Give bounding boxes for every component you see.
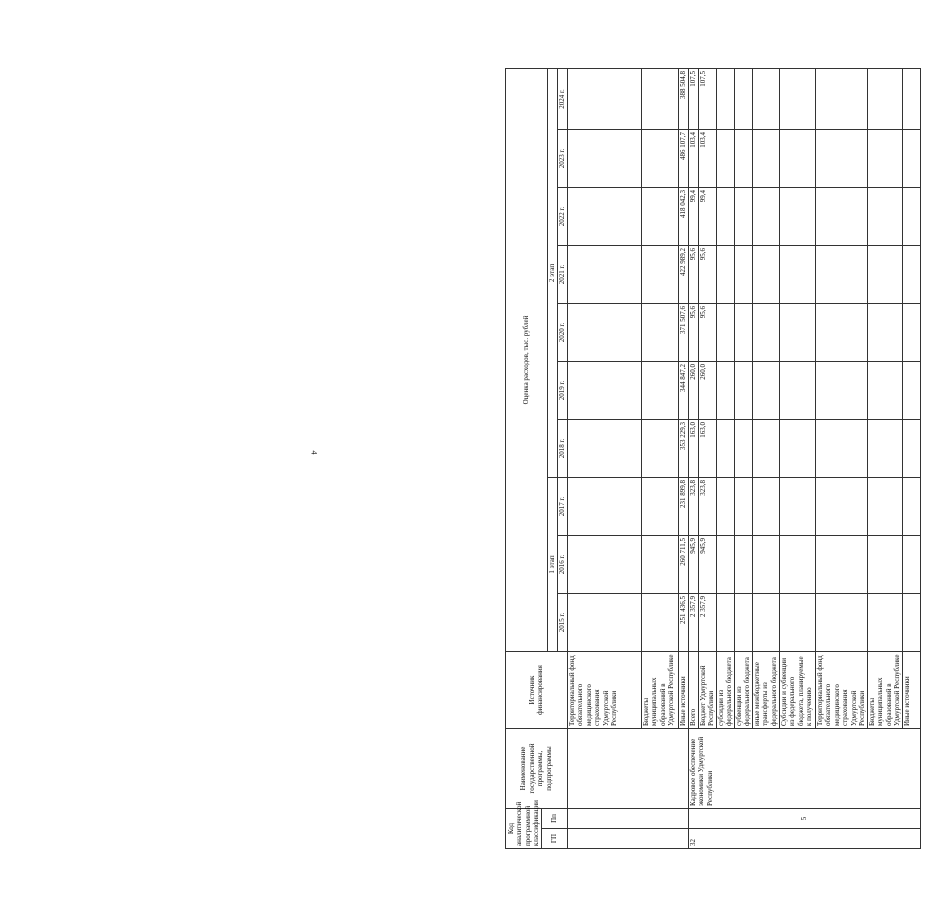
value-cell [902,130,920,188]
value-cell [641,594,678,652]
header-gp: ГП [542,829,568,849]
budget-table [505,68,921,849]
value-cell [779,594,815,652]
source-cell: иные межбюджетные трансферты из федерального бюджета [752,652,779,729]
source-cell: Территориальный фонд обязательного медицинского страхования Удмуртской Республики [815,652,867,729]
gp-cell: 32 [688,829,920,849]
value-cell [641,246,678,304]
value-cell [779,478,815,536]
value-cell [815,188,867,246]
source-cell: субвенции из федерального бюджета [734,652,752,729]
subprogram-name: Кадровое обеспечение экономики Удмуртской Республики [688,729,920,809]
source-cell: Субсидии и субвенции из федерального бюджета, планируемые к получению [779,652,815,729]
table-row [567,69,641,849]
header-source: Источник финансирования [506,652,568,729]
value-cell [567,304,641,362]
value-cell [815,246,867,304]
value-cell [752,478,779,536]
value-cell [567,362,641,420]
value-cell: 260,0 [688,362,698,420]
value-cell [641,478,678,536]
value-cell [716,130,734,188]
header-stage-2: 2 этап [548,69,558,478]
value-cell: 2 357,9 [688,594,698,652]
value-cell [752,246,779,304]
value-cell: 260 711,5 [678,536,688,594]
value-cell [734,420,752,478]
value-cell [867,420,902,478]
value-cell [902,246,920,304]
value-cell [734,246,752,304]
value-cell: 945,9 [688,536,698,594]
header-pp: Пп [542,809,568,829]
value-cell [779,246,815,304]
value-cell [752,362,779,420]
value-cell [902,304,920,362]
value-cell: 95,6 [688,246,698,304]
header-year: 2024 г. [557,69,567,130]
value-cell: 107,5 [688,69,698,130]
value-cell [734,362,752,420]
pp-cell [567,809,688,829]
gp-cell [567,829,688,849]
value-cell [815,594,867,652]
value-cell [779,130,815,188]
value-cell [779,536,815,594]
value-cell [902,188,920,246]
value-cell [902,478,920,536]
value-cell: 231 899,8 [678,478,688,536]
source-cell: Иные источники [902,652,920,729]
value-cell [734,536,752,594]
source-cell: Иные источники [678,652,688,729]
value-cell [752,130,779,188]
value-cell [752,536,779,594]
value-cell: 260,0 [698,362,716,420]
value-cell: 486 107,7 [678,130,688,188]
value-cell [752,594,779,652]
value-cell [716,246,734,304]
value-cell [867,130,902,188]
value-cell [815,130,867,188]
value-cell [752,420,779,478]
value-cell [779,69,815,130]
header-row-1 [506,69,542,849]
value-cell: 371 507,6 [678,304,688,362]
value-cell [815,362,867,420]
page-number: 4 [309,450,319,455]
value-cell [734,478,752,536]
value-cell [815,69,867,130]
value-cell [716,304,734,362]
source-cell: Бюджеты муниципальных образований в Удмуртской Республике [641,652,678,729]
value-cell [716,420,734,478]
value-cell [752,69,779,130]
value-cell [867,362,902,420]
value-cell [567,478,641,536]
value-cell: 99,4 [688,188,698,246]
value-cell [867,594,902,652]
value-cell [815,536,867,594]
value-cell [567,594,641,652]
value-cell: 99,4 [698,188,716,246]
value-cell [567,130,641,188]
value-cell [716,362,734,420]
value-cell: 95,6 [698,246,716,304]
header-year: 2022 г. [557,188,567,246]
source-cell: субсидии из федерального бюджета [716,652,734,729]
value-cell [779,304,815,362]
value-cell [902,594,920,652]
source-cell: Всего [688,652,698,729]
value-cell [716,69,734,130]
value-cell: 103,4 [688,130,698,188]
value-cell [567,420,641,478]
value-cell [567,188,641,246]
value-cell [867,188,902,246]
value-cell [779,362,815,420]
header-year: 2018 г. [557,420,567,478]
value-cell: 344 847,2 [678,362,688,420]
pp-cell: 5 [688,809,920,829]
header-year: 2023 г. [557,130,567,188]
header-estimate: Оценка расходов, тыс. рублей [506,69,548,652]
value-cell [641,69,678,130]
value-cell: 103,4 [698,130,716,188]
value-cell [734,130,752,188]
header-year: 2020 г. [557,304,567,362]
rotated-page [505,69,943,849]
value-cell [867,536,902,594]
value-cell [752,304,779,362]
value-cell: 107,5 [698,69,716,130]
value-cell [567,69,641,130]
header-code: Код аналитической программной классификации [506,809,542,849]
value-cell [734,188,752,246]
name-cell [567,729,688,809]
header-name: Наименование государственной программы, подпрограммы [506,729,568,809]
value-cell: 388 504,8 [678,69,688,130]
value-cell: 945,9 [698,536,716,594]
table-row [688,69,698,849]
header-year: 2015 г. [557,594,567,652]
value-cell [902,362,920,420]
value-cell [716,478,734,536]
value-cell: 353 229,3 [678,420,688,478]
value-cell [902,69,920,130]
value-cell [867,246,902,304]
value-cell [752,188,779,246]
value-cell [779,420,815,478]
value-cell [641,304,678,362]
header-year: 2016 г. [557,536,567,594]
header-year: 2021 г. [557,246,567,304]
value-cell [567,246,641,304]
value-cell [641,536,678,594]
value-cell [815,420,867,478]
value-cell [815,478,867,536]
value-cell [902,536,920,594]
value-cell: 163,0 [698,420,716,478]
value-cell [641,188,678,246]
value-cell: 95,6 [688,304,698,362]
value-cell [902,420,920,478]
value-cell: 422 989,2 [678,246,688,304]
value-cell: 163,0 [688,420,698,478]
value-cell [641,420,678,478]
value-cell: 2 357,9 [698,594,716,652]
value-cell: 95,6 [698,304,716,362]
value-cell [734,304,752,362]
value-cell [867,304,902,362]
value-cell: 323,8 [688,478,698,536]
header-year: 2019 г. [557,362,567,420]
value-cell [641,130,678,188]
source-cell: Бюджет Удмуртской Республики [698,652,716,729]
value-cell [734,594,752,652]
value-cell [716,594,734,652]
value-cell [641,362,678,420]
value-cell [867,69,902,130]
value-cell [779,188,815,246]
source-cell: Бюджеты муниципальных образований в Удмуртской Республике [867,652,902,729]
source-cell: Территориальный фонд обязательного медицинского страхования Удмуртской Республики [567,652,641,729]
value-cell: 323,8 [698,478,716,536]
value-cell [734,69,752,130]
header-year: 2017 г. [557,478,567,536]
value-cell: 251 436,5 [678,594,688,652]
value-cell [567,536,641,594]
value-cell [716,188,734,246]
value-cell: 418 042,3 [678,188,688,246]
value-cell [867,478,902,536]
value-cell [815,304,867,362]
value-cell [716,536,734,594]
header-stage-1: 1 этап [548,478,558,652]
